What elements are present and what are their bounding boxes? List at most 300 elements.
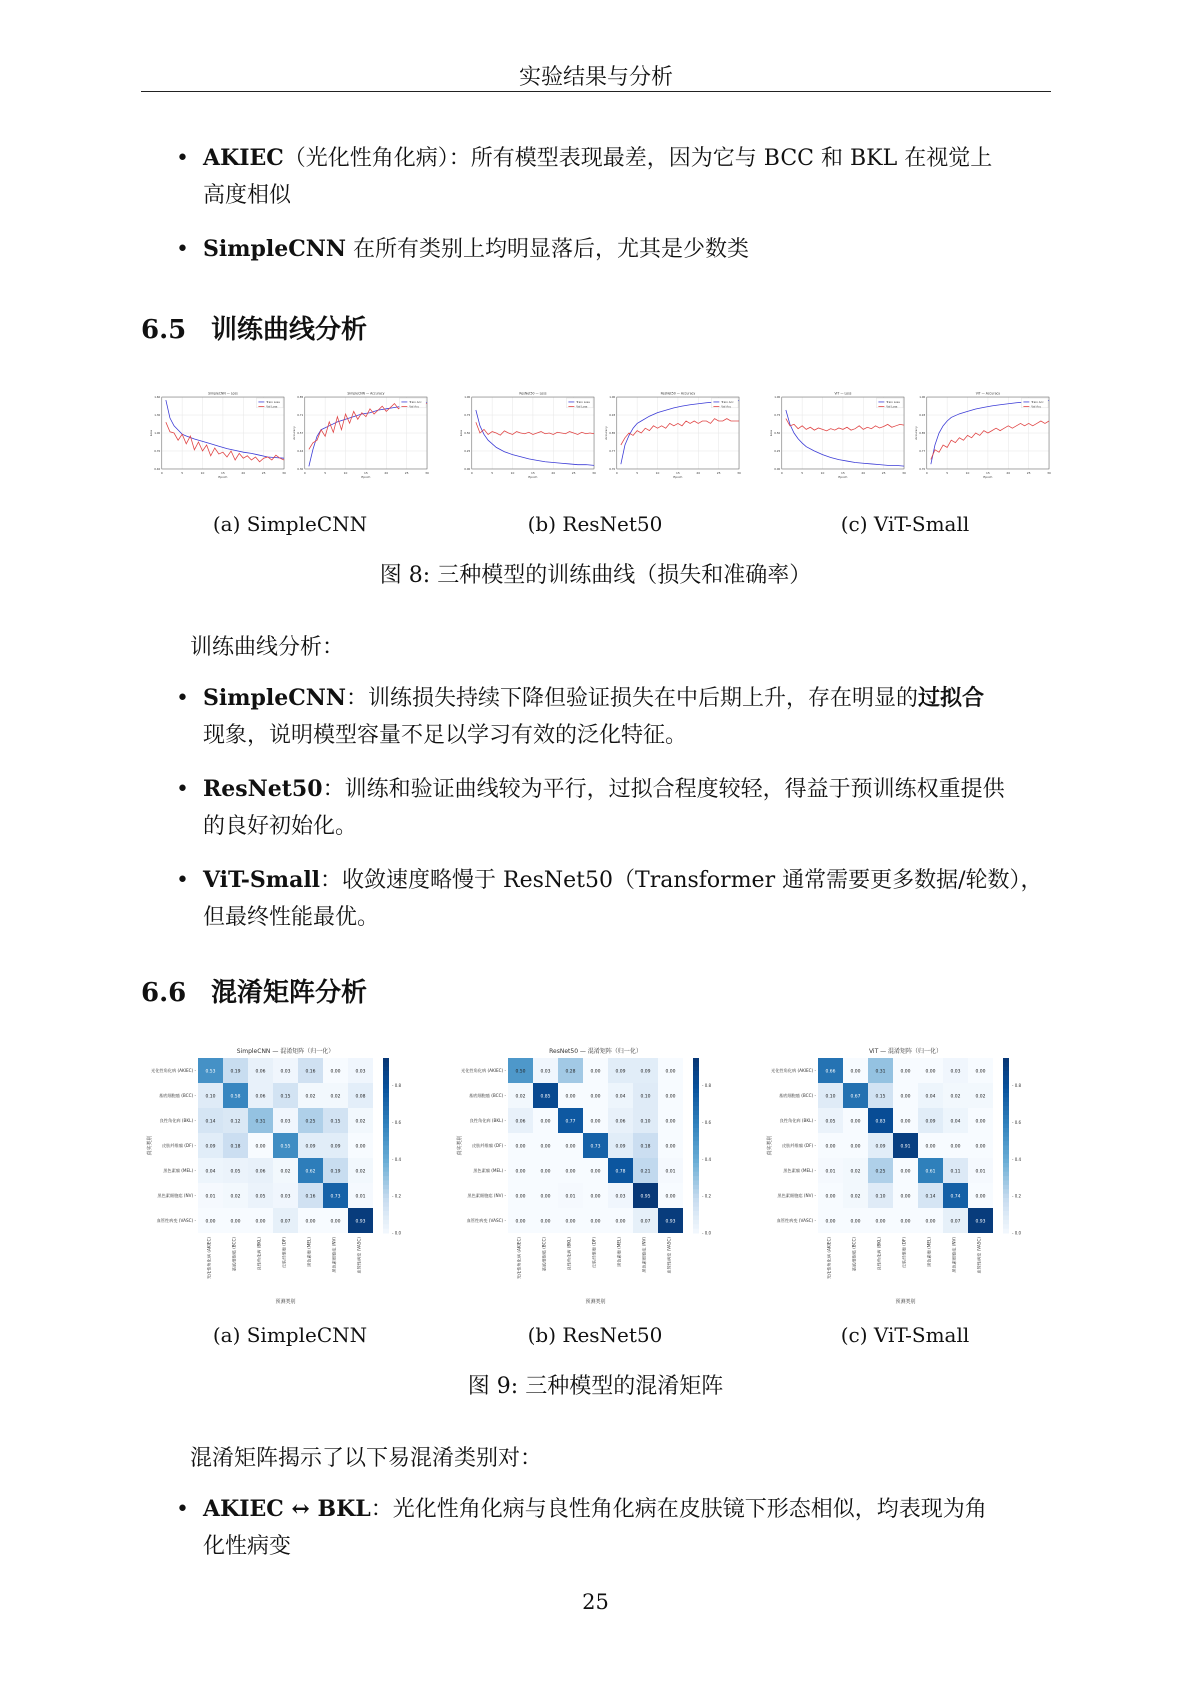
cell-value: 0.10 [640, 1119, 651, 1125]
col-label: 良性角化病 (BKL) [876, 1237, 882, 1271]
cell-value: 0.00 [850, 1219, 861, 1225]
colorbar-segment [1003, 1176, 1009, 1181]
cell-value: 0.05 [230, 1169, 241, 1175]
cell-value: 0.00 [975, 1144, 986, 1150]
colorbar-segment [693, 1084, 699, 1089]
colorbar-segment [1003, 1146, 1009, 1151]
chart-resnet50-acc [603, 388, 741, 479]
colorbar-segment [383, 1163, 389, 1168]
colorbar-segment [383, 1202, 389, 1207]
cell-value: 0.58 [230, 1094, 241, 1100]
colorbar-segment [1003, 1229, 1009, 1234]
colorbar-segment [1003, 1216, 1009, 1221]
x-axis-label: Epoch [361, 474, 371, 479]
bullet-bold: SimpleCNN [203, 685, 346, 711]
colorbar-segment [1003, 1132, 1009, 1137]
colorbar-segment [383, 1089, 389, 1094]
bullet-text-cont: 化性病变 [203, 1534, 292, 1559]
x-tick-label: 15 [841, 470, 845, 475]
colorbar-segment [693, 1067, 699, 1072]
colorbar-segment [693, 1058, 699, 1063]
cell-value: 0.83 [875, 1119, 886, 1125]
cell-value: 0.00 [875, 1219, 886, 1225]
cm-intro: 混淆矩阵揭示了以下易混淆类别对： [190, 1446, 543, 1471]
cell-value: 0.00 [900, 1069, 911, 1075]
cell-value: 0.00 [565, 1219, 576, 1225]
colorbar-segment [693, 1150, 699, 1155]
colorbar-segment [693, 1189, 699, 1194]
cell-value: 0.19 [330, 1169, 341, 1175]
train-bullet-vit [203, 862, 1053, 936]
figure-9-caption: 图 9: 三种模型的混淆矩阵 [467, 1374, 724, 1399]
colorbar-segment [1003, 1198, 1009, 1203]
colorbar-segment [383, 1216, 389, 1221]
x-tick-label: 20 [696, 470, 701, 475]
cell-value: 0.09 [330, 1144, 341, 1150]
col-label: 皮肤纤维瘤 (DF) [281, 1237, 287, 1269]
colorbar-segment [693, 1202, 699, 1207]
row-label: 黑色素瘤 (MEL) - [163, 1168, 196, 1173]
cell-value: 0.04 [205, 1169, 216, 1175]
cell-value: 0.93 [975, 1219, 986, 1225]
x-tick-label: 0 [303, 470, 306, 475]
cell-value: 0.00 [900, 1194, 911, 1200]
cell-value: 0.00 [230, 1219, 241, 1225]
x-tick-label: 5 [324, 470, 327, 475]
cell-value: 0.09 [615, 1144, 626, 1150]
colorbar-tick: - 0.8 [1012, 1083, 1022, 1089]
colorbar-segment [1003, 1067, 1009, 1072]
cell-value: 0.67 [850, 1094, 861, 1100]
legend-label: Train Loss [576, 399, 590, 404]
colorbar-segment [1003, 1076, 1009, 1081]
cell-value: 0.00 [515, 1144, 526, 1150]
cell-value: 0.93 [355, 1219, 366, 1225]
col-label: 黑色素瘤 (MEL) [616, 1237, 622, 1267]
colorbar-segment [1003, 1172, 1009, 1177]
colorbar-segment [383, 1220, 389, 1225]
x-axis-label: Epoch [528, 474, 538, 479]
cell-value: 0.18 [640, 1144, 651, 1150]
bullet-text: ：训练损失持续下降但验证损失在中后期上升，存在明显的 [346, 686, 919, 711]
chart-title: ResNet50 — Loss [519, 391, 547, 396]
legend-label: Val Acc [1031, 404, 1042, 409]
colorbar-segment [693, 1159, 699, 1164]
cell-value: 0.00 [900, 1119, 911, 1125]
cell-value: 0.00 [305, 1219, 316, 1225]
figure-8-caption: 图 8: 三种模型的训练曲线（损失和准确率） [379, 563, 812, 588]
col-label: 血管性病变 (VASC) [976, 1237, 982, 1274]
cell-value: 0.05 [825, 1119, 836, 1125]
colorbar-segment [383, 1067, 389, 1072]
cell-value: 0.00 [590, 1219, 601, 1225]
colorbar-segment [693, 1128, 699, 1133]
colorbar-tick: - 0.4 [702, 1156, 712, 1162]
cell-value: 0.02 [515, 1094, 526, 1100]
y-tick-label: 0.77 [919, 448, 926, 453]
row-label: 黑色素瘤 (MEL) - [473, 1168, 506, 1173]
x-tick-label: 5 [491, 470, 494, 475]
colorbar-tick: - 0.2 [1012, 1193, 1022, 1199]
colorbar-segment [383, 1119, 389, 1124]
colorbar-segment [383, 1207, 389, 1212]
colorbar-segment [1003, 1150, 1009, 1155]
colorbar-segment [1003, 1154, 1009, 1159]
x-tick-label: 30 [737, 470, 741, 475]
y-tick-label: 0.85 [297, 395, 304, 400]
colorbar-segment [1003, 1167, 1009, 1172]
cell-value: 0.19 [230, 1069, 241, 1075]
cell-value: 0.00 [330, 1069, 341, 1075]
section-6-6-heading [141, 972, 367, 1009]
colorbar-segment [693, 1111, 699, 1116]
colorbar-segment [693, 1172, 699, 1177]
row-label: 皮肤纤维瘤 (DF) - [471, 1143, 506, 1148]
y-tick-label: 0.57 [297, 430, 304, 435]
colorbar-segment [383, 1080, 389, 1085]
colorbar-segment [693, 1154, 699, 1159]
chart-vit-acc [913, 388, 1051, 479]
y-tick-label: 0.93 [609, 413, 616, 418]
x-tick-label: 5 [181, 470, 184, 475]
x-tick-label: 30 [1047, 470, 1051, 475]
cell-value: 0.00 [355, 1144, 366, 1150]
colorbar-segment [383, 1111, 389, 1116]
x-axis-label: Epoch [838, 474, 848, 479]
row-label: 基底细胞癌 (BCC) - [158, 1093, 196, 1098]
y-tick-label: 0.25 [464, 448, 471, 453]
row-label: 基底细胞癌 (BCC) - [468, 1093, 506, 1098]
colorbar-segment [693, 1106, 699, 1111]
colorbar-segment [383, 1189, 389, 1194]
x-tick-label: 20 [1006, 470, 1011, 475]
train-intro: 训练曲线分析： [190, 635, 345, 660]
colorbar-segment [383, 1159, 389, 1164]
legend-label: Train Acc [409, 399, 422, 404]
colorbar-segment [383, 1172, 389, 1177]
cell-value: 0.03 [950, 1069, 961, 1075]
x-tick-label: 10 [820, 470, 825, 475]
section-6-5-heading [141, 309, 367, 346]
cell-value: 0.00 [825, 1144, 836, 1150]
cell-value: 0.00 [925, 1069, 936, 1075]
subcaption-c: (c) ViT-Small [840, 512, 970, 536]
cell-value: 0.00 [900, 1219, 911, 1225]
x-tick-label: 15 [531, 470, 535, 475]
colorbar-segment [1003, 1185, 1009, 1190]
cell-value: 0.78 [615, 1169, 626, 1175]
x-axis-label: Epoch [673, 474, 683, 479]
cell-value: 0.31 [875, 1069, 886, 1075]
col-label: 光化性角化病 (AKIEC) [206, 1237, 212, 1280]
x-tick-label: 30 [282, 470, 286, 475]
x-tick-label: 5 [946, 470, 949, 475]
colorbar-segment [1003, 1137, 1009, 1142]
cm-bullet-akiec-bkl [203, 1491, 1053, 1565]
x-tick-label: 20 [384, 470, 389, 475]
colorbar-segment [693, 1229, 699, 1234]
chart-title: SimpleCNN — Accuracy [347, 391, 385, 396]
y-axis-label: Accuracy [603, 426, 608, 440]
x-tick-label: 25 [716, 470, 721, 475]
bullet-bold: ViT-Small [203, 867, 321, 893]
cell-value: 0.00 [665, 1144, 676, 1150]
cell-value: 0.07 [640, 1219, 651, 1225]
colorbar-segment [693, 1176, 699, 1181]
cell-value: 0.91 [900, 1144, 911, 1150]
colorbar-tick: - 0.2 [392, 1193, 402, 1199]
cell-value: 0.00 [540, 1194, 551, 1200]
colorbar-segment [383, 1146, 389, 1151]
cell-value: 0.66 [825, 1069, 836, 1075]
row-label: 血管性病变 (VASC) - [156, 1218, 196, 1223]
colorbar-segment [1003, 1062, 1009, 1067]
colorbar-segment [1003, 1089, 1009, 1094]
x-axis-label: Epoch [983, 474, 993, 479]
y-axis-label: Accuracy [291, 426, 296, 440]
cell-value: 0.00 [950, 1144, 961, 1150]
colorbar-segment [693, 1097, 699, 1102]
row-label: 血管性病变 (VASC) - [466, 1218, 506, 1223]
cell-value: 0.11 [950, 1169, 961, 1175]
x-tick-label: 20 [241, 470, 246, 475]
col-label: 良性角化病 (BKL) [566, 1237, 572, 1271]
y-tick-label: 0.70 [609, 466, 616, 471]
cell-value: 0.01 [825, 1169, 836, 1175]
colorbar-segment [1003, 1211, 1009, 1216]
chart-title: ResNet50 — 混淆矩阵（归一化） [549, 1048, 642, 1055]
row-label: 皮肤纤维瘤 (DF) - [781, 1143, 816, 1148]
cell-value: 0.00 [590, 1194, 601, 1200]
legend-label: Val Loss [576, 404, 588, 409]
cell-value: 0.01 [975, 1169, 986, 1175]
cell-value: 0.18 [230, 1144, 241, 1150]
x-axis-label: 预测类别 [895, 1299, 916, 1305]
colorbar-segment [693, 1076, 699, 1081]
row-label: 良性角化病 (BKL) - [779, 1118, 816, 1123]
colorbar-segment [383, 1076, 389, 1081]
chart-title: ViT — 混淆矩阵（归一化） [868, 1048, 943, 1055]
x-tick-label: 20 [551, 470, 556, 475]
x-tick-label: 0 [615, 470, 618, 475]
col-label: 黑色素细胞痣 (NV) [641, 1237, 647, 1273]
colorbar-tick: - 0.0 [392, 1230, 402, 1236]
cell-value: 0.14 [205, 1119, 216, 1125]
y-axis-label: Accuracy [913, 426, 918, 440]
row-label: 良性角化病 (BKL) - [469, 1118, 506, 1123]
colorbar-segment [693, 1194, 699, 1199]
y-tick-label: 0.75 [774, 413, 781, 418]
cell-value: 0.00 [900, 1169, 911, 1175]
cell-value: 0.62 [305, 1169, 316, 1175]
colorbar-segment [383, 1176, 389, 1181]
bullet-bold-inline: 过拟合 [918, 685, 985, 711]
row-label: 黑色素细胞痣 (NV) - [157, 1193, 196, 1198]
row-label: 黑色素瘤 (MEL) - [783, 1168, 816, 1173]
chart-title: ViT — Loss [834, 391, 852, 396]
y-tick-label: 1.00 [774, 395, 781, 400]
page-number: 25 [582, 1590, 609, 1614]
colorbar-segment [383, 1106, 389, 1111]
colorbar-segment [693, 1115, 699, 1120]
x-tick-label: 30 [592, 470, 596, 475]
colorbar-segment [383, 1154, 389, 1159]
cell-value: 0.00 [590, 1119, 601, 1125]
bullet-text-cont: 但最终性能最优。 [203, 905, 380, 930]
x-tick-label: 15 [221, 470, 225, 475]
cell-value: 0.15 [875, 1094, 886, 1100]
cell-value: 0.28 [565, 1069, 576, 1075]
cell-value: 0.00 [565, 1094, 576, 1100]
bullet-dot: • [176, 686, 189, 711]
cell-value: 0.02 [305, 1094, 316, 1100]
colorbar-segment [383, 1071, 389, 1076]
cell-value: 0.09 [305, 1144, 316, 1150]
y-tick-label: 1.00 [609, 395, 616, 400]
row-label: 血管性病变 (VASC) - [776, 1218, 816, 1223]
cell-value: 0.00 [925, 1219, 936, 1225]
colorbar-segment [383, 1211, 389, 1216]
cell-value: 0.03 [355, 1069, 366, 1075]
colorbar-segment [1003, 1220, 1009, 1225]
x-tick-label: 25 [1026, 470, 1031, 475]
cell-value: 0.02 [950, 1094, 961, 1100]
section-number: 6.5 [141, 315, 187, 345]
colorbar-segment [693, 1089, 699, 1094]
cell-value: 0.16 [305, 1194, 316, 1200]
colorbar-tick: - 0.8 [702, 1083, 712, 1089]
colorbar-segment [693, 1062, 699, 1067]
cell-value: 0.25 [305, 1119, 316, 1125]
cell-value: 0.09 [205, 1144, 216, 1150]
cell-value: 0.01 [205, 1194, 216, 1200]
y-tick-label: 0.70 [919, 466, 926, 471]
cell-value: 0.00 [590, 1169, 601, 1175]
cell-value: 0.00 [540, 1119, 551, 1125]
y-axis-label: Loss [148, 429, 153, 437]
colorbar-segment [383, 1128, 389, 1133]
colorbar-segment [693, 1211, 699, 1216]
bullet-dot: • [176, 777, 189, 802]
row-label: 光化性角化病 (AKIEC) - [151, 1068, 196, 1073]
bullet-text-cont: 现象，说明模型容量不足以学习有效的泛化特征。 [203, 723, 688, 748]
colorbar-segment [1003, 1163, 1009, 1168]
y-tick-label: 0.85 [609, 430, 616, 435]
x-tick-label: 15 [986, 470, 990, 475]
chart-title: SimpleCNN — Loss [208, 391, 238, 396]
cell-value: 0.73 [590, 1144, 601, 1150]
subcaption-b: (b) ResNet50 [527, 512, 663, 536]
x-tick-label: 10 [343, 470, 348, 475]
colorbar-segment [693, 1132, 699, 1137]
colorbar-segment [383, 1062, 389, 1067]
cell-value: 0.00 [850, 1069, 861, 1075]
x-tick-label: 10 [200, 470, 205, 475]
y-tick-label: 0.93 [919, 413, 926, 418]
cell-value: 0.09 [875, 1144, 886, 1150]
section-number: 6.6 [141, 978, 187, 1008]
cell-value: 0.04 [925, 1094, 936, 1100]
colorbar-segment [693, 1080, 699, 1085]
col-label: 黑色素细胞痣 (NV) [331, 1237, 337, 1273]
colorbar-segment [1003, 1159, 1009, 1164]
row-label: 光化性角化病 (AKIEC) - [771, 1068, 816, 1073]
chart-resnet50-loss [458, 388, 596, 479]
y-tick-label: 0.40 [154, 466, 161, 471]
cell-value: 0.04 [615, 1094, 626, 1100]
x-tick-label: 25 [261, 470, 266, 475]
colorbar-segment [693, 1093, 699, 1098]
cell-value: 0.95 [640, 1194, 651, 1200]
cell-value: 0.04 [950, 1119, 961, 1125]
y-tick-label: 0.50 [464, 430, 471, 435]
colorbar-segment [383, 1093, 389, 1098]
x-tick-label: 10 [510, 470, 515, 475]
cell-value: 0.12 [230, 1119, 241, 1125]
header-rule [141, 91, 1051, 92]
colorbar-segment [383, 1115, 389, 1120]
cell-value: 0.09 [925, 1119, 936, 1125]
col-label: 基底细胞癌 (BCC) [231, 1237, 237, 1272]
x-tick-label: 30 [425, 470, 429, 475]
colorbar-tick: - 0.6 [702, 1119, 712, 1125]
x-tick-label: 0 [925, 470, 928, 475]
cell-value: 0.09 [615, 1069, 626, 1075]
bullet-simplecnn [203, 231, 1053, 268]
chart-simplecnn-acc [291, 388, 429, 479]
colorbar-segment [1003, 1124, 1009, 1129]
cell-value: 0.10 [205, 1094, 216, 1100]
col-label: 光化性角化病 (AKIEC) [826, 1237, 832, 1280]
row-label: 黑色素细胞痣 (NV) - [777, 1193, 816, 1198]
colorbar-segment [383, 1058, 389, 1063]
bullet-text: 在所有类别上均明显落后，尤其是少数类 [346, 237, 749, 262]
colorbar-segment [693, 1220, 699, 1225]
colorbar-segment [383, 1132, 389, 1137]
cell-value: 0.00 [255, 1219, 266, 1225]
cell-value: 0.74 [950, 1194, 961, 1200]
legend-label: Val Loss [886, 404, 898, 409]
cell-value: 0.10 [825, 1094, 836, 1100]
cell-value: 0.01 [665, 1169, 676, 1175]
bullet-text-cont: 的良好初始化。 [203, 814, 358, 839]
cell-value: 0.00 [825, 1194, 836, 1200]
cell-value: 0.00 [665, 1094, 676, 1100]
cell-value: 0.14 [925, 1194, 936, 1200]
colorbar-segment [1003, 1224, 1009, 1229]
y-tick-label: 0.85 [919, 430, 926, 435]
bullet-text-cont: 高度相似 [203, 183, 292, 208]
colorbar-segment [693, 1216, 699, 1221]
cm-resnet50 [453, 1042, 753, 1307]
cell-value: 0.93 [665, 1219, 676, 1225]
bullet-dot: • [176, 237, 189, 262]
legend-label: Val Loss [266, 404, 278, 409]
legend-label: Train Loss [886, 399, 900, 404]
colorbar-tick: - 0.4 [1012, 1156, 1022, 1162]
colorbar-segment [383, 1141, 389, 1146]
cell-value: 0.00 [590, 1069, 601, 1075]
cell-value: 0.10 [640, 1094, 651, 1100]
chart-title: ResNet50 — Accuracy [660, 391, 696, 396]
colorbar-segment [383, 1102, 389, 1107]
colorbar-segment [383, 1167, 389, 1172]
col-label: 光化性角化病 (AKIEC) [516, 1237, 522, 1280]
cell-value: 0.55 [280, 1144, 291, 1150]
cell-value: 0.00 [975, 1119, 986, 1125]
cell-value: 0.16 [305, 1069, 316, 1075]
col-label: 基底细胞癌 (BCC) [541, 1237, 547, 1272]
